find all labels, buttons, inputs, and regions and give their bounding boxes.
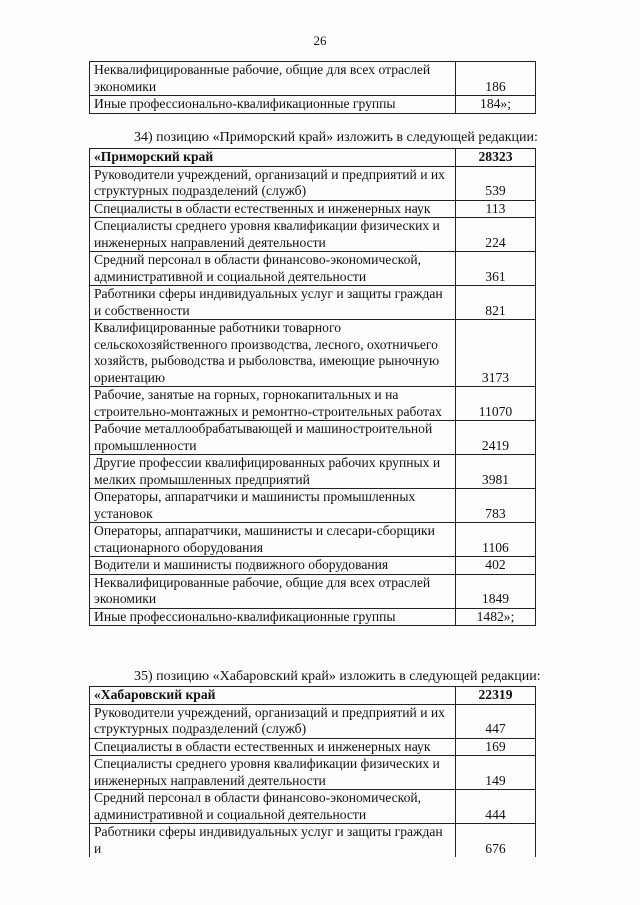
table-row (90, 455, 536, 489)
row-value: 113 (456, 200, 536, 218)
table-row (90, 574, 536, 608)
row-label: Специалисты среднего уровня квалификации физических и инженерных направлений деятельности (90, 756, 456, 790)
row-value: 184»; (456, 96, 536, 114)
row-label: Неквалифицированные рабочие, общие для всех отраслей экономики (90, 62, 456, 96)
row-value: 1482»; (456, 608, 536, 626)
row-label: Рабочие металлообрабатывающей и машиностроительной промышленности (90, 421, 456, 455)
top-table (89, 61, 536, 114)
row-label: Работники сферы индивидуальных услуг и защиты граждан и собственности (90, 286, 456, 320)
row-label: Квалифицированные работники товарного сельскохозяйственного производства, лесного, охотничьего хозяйств, рыбоводства и рыболовства, имеющие рыночную ориентацию (90, 320, 456, 387)
row-label: Иные профессионально-квалификационные группы (90, 608, 456, 626)
table-row (90, 756, 536, 790)
table-header-row (90, 149, 536, 167)
table-row (90, 421, 536, 455)
row-label: Работники сферы индивидуальных услуг и защиты граждан и (90, 824, 456, 858)
section-34-heading: 34) позицию «Приморский край» изложить в следующей редакции: (134, 130, 538, 145)
region-name: «Приморский край (90, 149, 456, 167)
row-label: Иные профессионально-квалификационные группы (90, 96, 456, 114)
row-value: 402 (456, 557, 536, 575)
table-row (90, 608, 536, 626)
row-value: 821 (456, 286, 536, 320)
table-row (90, 489, 536, 523)
row-value: 11070 (456, 387, 536, 421)
table-row (90, 218, 536, 252)
row-value: 2419 (456, 421, 536, 455)
row-value: 444 (456, 790, 536, 824)
primorsky-table (89, 148, 536, 626)
row-label: Операторы, аппаратчики, машинисты и слесари-сборщики стационарного оборудования (90, 523, 456, 557)
row-value: 676 (456, 824, 536, 858)
row-value: 1849 (456, 574, 536, 608)
section-35-heading: 35) позицию «Хабаровский край» изложить в следующей редакции: (134, 669, 541, 684)
row-label: Другие профессии квалифицированных рабочих крупных и мелких промышленных предприятий (90, 455, 456, 489)
table-row (90, 523, 536, 557)
row-value: 3173 (456, 320, 536, 387)
row-label: Специалисты среднего уровня квалификации физических и инженерных направлений деятельности (90, 218, 456, 252)
table-row (90, 252, 536, 286)
khabarovsk-table (89, 686, 536, 857)
row-value: 539 (456, 166, 536, 200)
row-value: 224 (456, 218, 536, 252)
region-total: 28323 (456, 149, 536, 167)
region-total: 22319 (456, 687, 536, 705)
table-row (90, 387, 536, 421)
row-value: 447 (456, 704, 536, 738)
row-label: Средний персонал в области финансово-экономической, административной и социальной деятельности (90, 252, 456, 286)
row-value: 186 (456, 62, 536, 96)
page-number: 26 (313, 33, 327, 48)
table-row (90, 62, 536, 96)
row-label: Руководители учреждений, организаций и предприятий и их структурных подразделений (служб) (90, 704, 456, 738)
table-header-row (90, 687, 536, 705)
region-name: «Хабаровский край (90, 687, 456, 705)
row-value: 149 (456, 756, 536, 790)
row-value: 361 (456, 252, 536, 286)
row-label: Операторы, аппаратчики и машинисты промышленных установок (90, 489, 456, 523)
table-row (90, 824, 536, 858)
row-label: Специалисты в области естественных и инженерных наук (90, 738, 456, 756)
row-value: 3981 (456, 455, 536, 489)
table-row (90, 790, 536, 824)
row-label: Специалисты в области естественных и инженерных наук (90, 200, 456, 218)
row-label: Водители и машинисты подвижного оборудования (90, 557, 456, 575)
table-row (90, 320, 536, 387)
row-label: Средний персонал в области финансово-экономической, административной и социальной деятельности (90, 790, 456, 824)
table-row (90, 200, 536, 218)
table-row (90, 286, 536, 320)
row-value: 169 (456, 738, 536, 756)
table-row (90, 96, 536, 114)
row-value: 783 (456, 489, 536, 523)
table-row (90, 704, 536, 738)
row-label: Рабочие, занятые на горных, горнокапитальных и на строительно-монтажных и ремонтно-строительных работах (90, 387, 456, 421)
row-value: 1106 (456, 523, 536, 557)
row-label: Руководители учреждений, организаций и предприятий и их структурных подразделений (служб) (90, 166, 456, 200)
table-row (90, 557, 536, 575)
row-label: Неквалифицированные рабочие, общие для всех отраслей экономики (90, 574, 456, 608)
table-row (90, 166, 536, 200)
table-row (90, 738, 536, 756)
